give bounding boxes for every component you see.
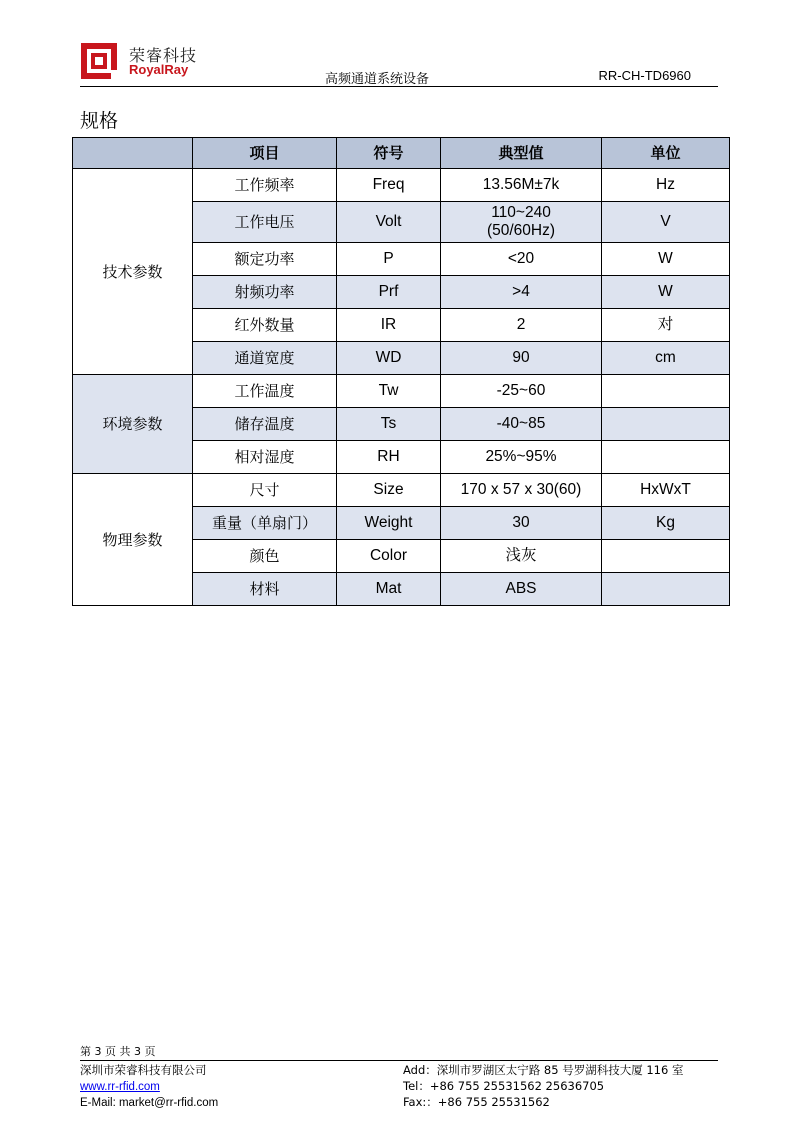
footer-right xyxy=(403,1062,683,1110)
header-symbol: 符号 xyxy=(337,138,441,169)
header-empty-cell xyxy=(73,138,193,169)
cell-symbol: Tw xyxy=(337,375,441,408)
group-label: 技术参数 xyxy=(73,169,193,375)
company-name: 深圳市荣睿科技有限公司 xyxy=(80,1063,207,1077)
cell-typical-value: 25%~95% xyxy=(441,441,602,474)
cell-item: 射频功率 xyxy=(193,276,337,309)
cell-typical-value: 170 x 57 x 30(60) xyxy=(441,474,602,507)
table-row xyxy=(73,169,730,202)
cell-item: 通道宽度 xyxy=(193,342,337,375)
cell-unit xyxy=(602,408,730,441)
cell-typical-value: 浅灰 xyxy=(441,540,602,573)
header-unit: 单位 xyxy=(602,138,730,169)
cell-item: 工作温度 xyxy=(193,375,337,408)
document-code: RR-CH-TD6960 xyxy=(598,68,691,83)
footer-left xyxy=(80,1062,218,1111)
document-title: 高频通道系统设备 xyxy=(325,72,430,87)
cell-unit: Kg xyxy=(602,507,730,540)
cell-symbol: Size xyxy=(337,474,441,507)
cell-unit xyxy=(602,375,730,408)
cell-item: 工作频率 xyxy=(193,169,337,202)
group-label: 物理参数 xyxy=(73,474,193,606)
cell-unit xyxy=(602,573,730,606)
brand-name-en: RoyalRay xyxy=(129,62,189,77)
cell-typical-value: 13.56M±7k xyxy=(441,169,602,202)
cell-typical-value: 30 xyxy=(441,507,602,540)
cell-unit: HxWxT xyxy=(602,474,730,507)
cell-typical-value: 110~240 (50/60Hz) xyxy=(441,202,602,243)
table-header-row xyxy=(73,138,730,169)
cell-symbol: WD xyxy=(337,342,441,375)
cell-unit: Hz xyxy=(602,169,730,202)
cell-item: 重量（单扇门） xyxy=(193,507,337,540)
table-row xyxy=(73,375,730,408)
cell-symbol: Mat xyxy=(337,573,441,606)
cell-item: 额定功率 xyxy=(193,243,337,276)
cell-typical-value: 90 xyxy=(441,342,602,375)
section-title: 规格 xyxy=(80,110,119,132)
cell-symbol: RH xyxy=(337,441,441,474)
cell-symbol: Volt xyxy=(337,202,441,243)
cell-symbol: Prf xyxy=(337,276,441,309)
tel-text: Tel：+86 755 25531562 25636705 xyxy=(403,1079,605,1093)
spec-table xyxy=(72,137,730,606)
cell-symbol: Ts xyxy=(337,408,441,441)
cell-item: 工作电压 xyxy=(193,202,337,243)
cell-unit: W xyxy=(602,243,730,276)
cell-unit: W xyxy=(602,276,730,309)
cell-symbol: Weight xyxy=(337,507,441,540)
cell-item: 颜色 xyxy=(193,540,337,573)
cell-typical-value: -25~60 xyxy=(441,375,602,408)
cell-unit: 对 xyxy=(602,309,730,342)
fax-text: Fax:：+86 755 25531562 xyxy=(403,1095,550,1109)
email-text: E-Mail: market@rr-rfid.com xyxy=(80,1097,219,1109)
website-link[interactable]: www.rr-rfid.com xyxy=(80,1081,160,1093)
cell-typical-value: ABS xyxy=(441,573,602,606)
cell-symbol: P xyxy=(337,243,441,276)
address-text: Add：深圳市罗湖区太宁路 85 号罗湖科技大厦 116 室 xyxy=(403,1063,684,1077)
cell-typical-value: <20 xyxy=(441,243,602,276)
page-number: 第 3 页 共 3 页 xyxy=(80,1045,156,1058)
table-row xyxy=(73,474,730,507)
royalray-logo xyxy=(80,42,120,82)
cell-unit xyxy=(602,540,730,573)
footer-divider xyxy=(80,1060,718,1061)
group-label: 环境参数 xyxy=(73,375,193,474)
cell-unit xyxy=(602,441,730,474)
header-typical-value: 典型值 xyxy=(441,138,602,169)
cell-item: 红外数量 xyxy=(193,309,337,342)
header-item: 项目 xyxy=(193,138,337,169)
cell-unit: cm xyxy=(602,342,730,375)
header-divider xyxy=(80,86,718,87)
cell-typical-value: >4 xyxy=(441,276,602,309)
cell-item: 储存温度 xyxy=(193,408,337,441)
cell-unit: V xyxy=(602,202,730,243)
cell-symbol: Freq xyxy=(337,169,441,202)
brand-name-cn: 荣睿科技 xyxy=(129,46,198,65)
cell-symbol: Color xyxy=(337,540,441,573)
cell-typical-value: 2 xyxy=(441,309,602,342)
cell-item: 相对湿度 xyxy=(193,441,337,474)
cell-symbol: IR xyxy=(337,309,441,342)
cell-item: 尺寸 xyxy=(193,474,337,507)
cell-typical-value: -40~85 xyxy=(441,408,602,441)
cell-item: 材料 xyxy=(193,573,337,606)
